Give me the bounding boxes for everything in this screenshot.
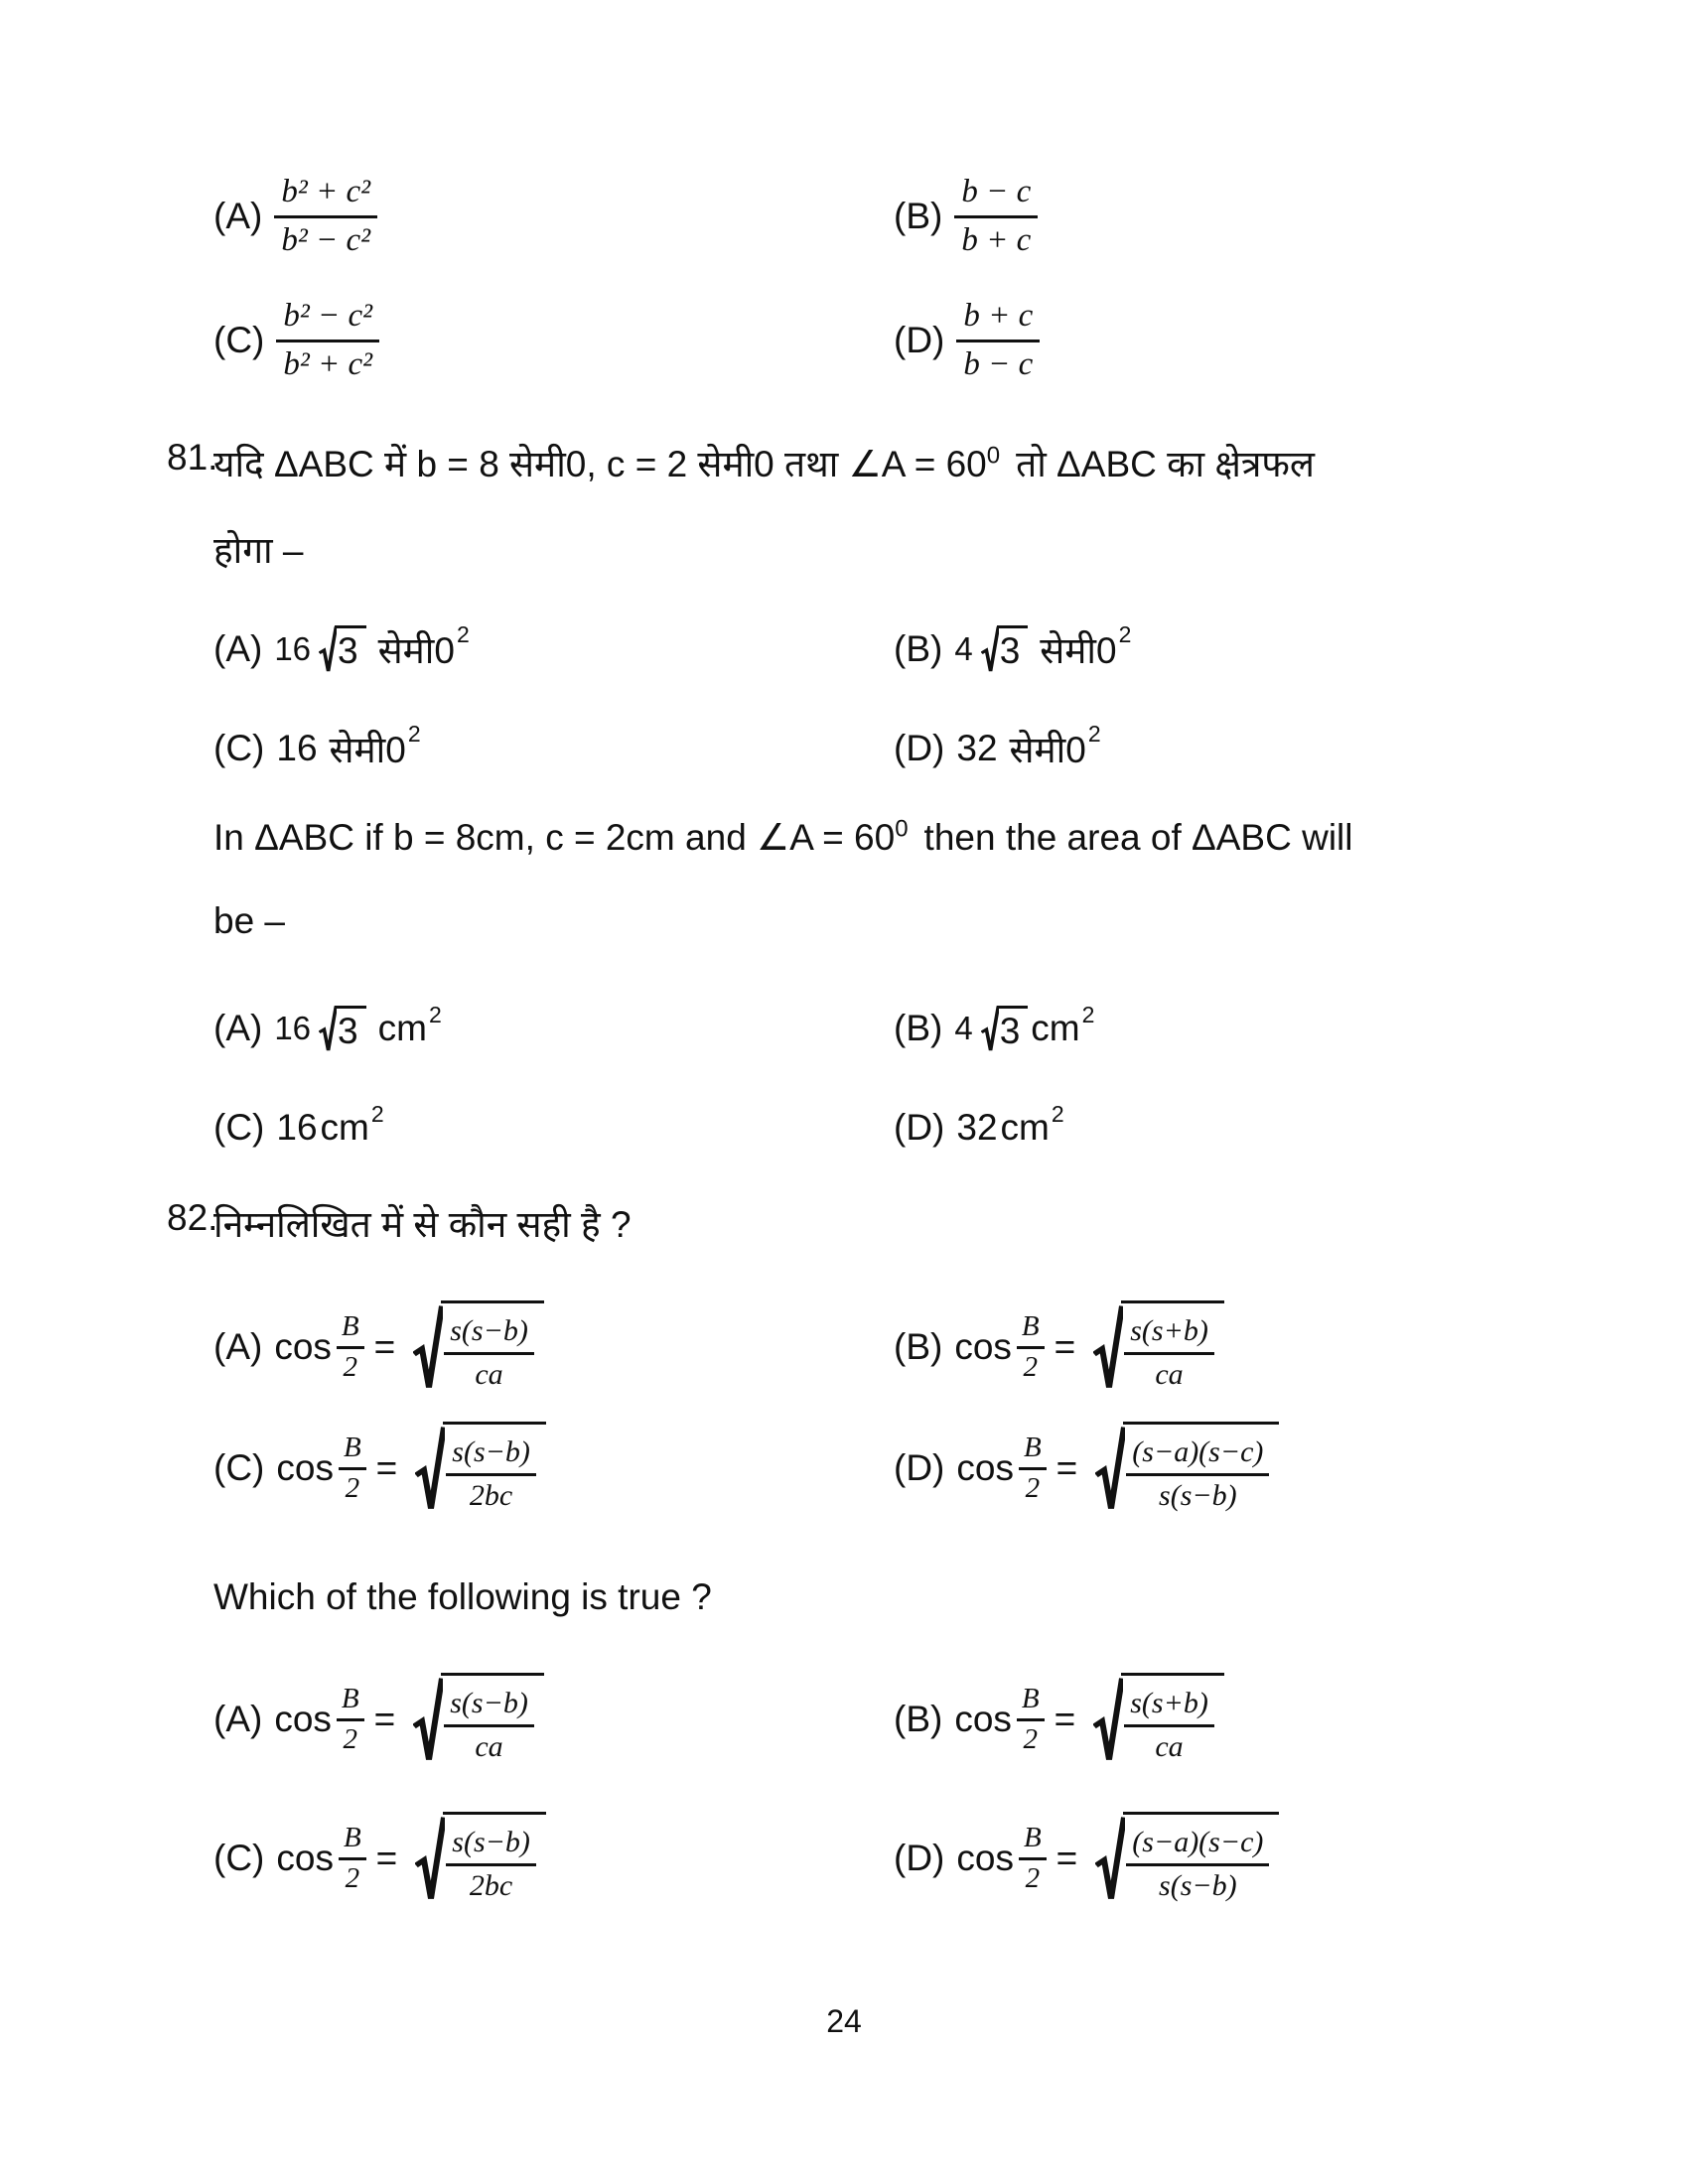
- equals-sign: =: [373, 1326, 396, 1367]
- square-root: [413, 1300, 544, 1394]
- superscript: 2: [428, 1001, 442, 1027]
- option-value: 32: [956, 727, 998, 768]
- radical-sign: [413, 1303, 443, 1391]
- question-text-english: [213, 816, 1352, 859]
- radicand: [1123, 1812, 1279, 1905]
- square-root: [981, 1005, 1029, 1052]
- fraction-denominator: b² + c²: [283, 345, 373, 382]
- option-value: 16: [276, 727, 318, 768]
- radical-sign: [415, 1815, 445, 1902]
- option-label: (B): [894, 196, 943, 237]
- fraction-denominator: 2: [345, 1861, 360, 1894]
- equals-sign: =: [375, 1447, 398, 1488]
- angle-fraction: [339, 1432, 366, 1505]
- fraction: [954, 174, 1038, 260]
- coefficient: 16: [274, 629, 312, 667]
- fraction: [444, 1687, 534, 1764]
- fraction-numerator: s(s−b): [444, 1314, 534, 1355]
- fraction-numerator: B: [1017, 1310, 1045, 1348]
- fraction-denominator: 2: [1023, 1722, 1039, 1755]
- fraction-numerator: b − c: [954, 174, 1038, 218]
- unit-label: cm: [377, 1008, 427, 1048]
- coefficient: 4: [954, 1010, 973, 1046]
- cos-function: cos: [954, 1699, 1012, 1739]
- fraction-denominator: ca: [475, 1357, 503, 1391]
- question-text-part1: In ΔABC if b = 8cm, c = 2cm and ∠A = 60: [213, 817, 896, 858]
- square-root: [1095, 1812, 1279, 1905]
- fraction-numerator: (s−a)(s−c): [1126, 1826, 1269, 1866]
- option-label: (C): [213, 320, 265, 361]
- question-number: 82.: [167, 1197, 218, 1238]
- cos-function: cos: [276, 1838, 334, 1878]
- q81-english-option-c: [213, 1100, 384, 1149]
- radicand: [1121, 1300, 1224, 1394]
- square-root: [415, 1812, 546, 1905]
- q81-hindi-option-a: [213, 623, 470, 674]
- question-text-english: Which of the following is true ?: [213, 1576, 712, 1617]
- square-root: [1095, 1422, 1279, 1515]
- superscript: 0: [986, 442, 1001, 470]
- cos-function: cos: [276, 1447, 334, 1488]
- option-label: (A): [213, 1008, 263, 1048]
- equals-sign: =: [1055, 1447, 1078, 1488]
- radicand: [1123, 1422, 1279, 1515]
- fraction-denominator: s(s−b): [1159, 1478, 1237, 1512]
- fraction-numerator: B: [1017, 1683, 1045, 1720]
- equals-sign: =: [1054, 1326, 1076, 1367]
- square-root: [1093, 1300, 1224, 1394]
- fraction-denominator: ca: [475, 1729, 503, 1763]
- superscript: 0: [895, 815, 909, 843]
- fraction-numerator: b² − c²: [276, 298, 379, 342]
- radical-sign: [1095, 1815, 1125, 1902]
- superscript: 2: [1051, 1100, 1064, 1127]
- fraction-numerator: s(s−b): [446, 1826, 536, 1866]
- square-root: [319, 1005, 366, 1052]
- radicand: 3: [335, 625, 366, 672]
- question-text-part2: तो ΔABC का क्षेत्रफल: [1016, 444, 1315, 484]
- superscript: 2: [1081, 1001, 1095, 1027]
- option-label: (D): [894, 1838, 945, 1878]
- option-label: (D): [894, 1447, 945, 1488]
- fraction-numerator: B: [339, 1432, 366, 1469]
- q82-option-b-english: [894, 1673, 1224, 1766]
- radicand: [443, 1422, 546, 1515]
- fraction: [446, 1435, 536, 1513]
- question-text-hindi: निम्नलिखित में से कौन सही है ?: [213, 1204, 632, 1245]
- radicand: [443, 1812, 546, 1905]
- option-label: (A): [213, 196, 263, 237]
- fraction-denominator: ca: [1155, 1729, 1184, 1763]
- radicand: 3: [335, 1006, 366, 1052]
- radicand: 3: [997, 625, 1029, 672]
- option-label: (B): [894, 1008, 943, 1048]
- angle-fraction: [337, 1683, 364, 1756]
- cos-function: cos: [274, 1326, 332, 1367]
- angle-fraction: [1017, 1310, 1045, 1384]
- option-label: (D): [894, 1107, 945, 1148]
- square-root: [415, 1422, 546, 1515]
- q80-option-b: [894, 174, 1038, 260]
- page-number: 24: [826, 2003, 862, 2039]
- q82-option-d: [894, 1422, 1279, 1515]
- fraction: [1124, 1687, 1214, 1764]
- fraction-denominator: 2: [343, 1350, 358, 1383]
- fraction-numerator: (s−a)(s−c): [1126, 1435, 1269, 1476]
- q82-option-c-english: [213, 1812, 546, 1905]
- fraction-denominator: 2: [1025, 1471, 1041, 1504]
- fraction-numerator: B: [337, 1683, 364, 1720]
- q81-hindi-option-c: [213, 723, 421, 773]
- option-label: (A): [213, 1326, 263, 1367]
- fraction-numerator: s(s−b): [446, 1435, 536, 1476]
- q81-english-option-b: [894, 1001, 1095, 1052]
- fraction: [1126, 1826, 1269, 1903]
- fraction: [444, 1314, 534, 1392]
- cos-function: cos: [956, 1447, 1014, 1488]
- radical-sign: [415, 1425, 445, 1512]
- unit-label: सेमी0: [1040, 630, 1117, 671]
- q81-hindi-option-d: [894, 723, 1101, 773]
- unit-label: सेमी0: [329, 730, 406, 770]
- cos-function: cos: [956, 1838, 1014, 1878]
- q80-option-c: [213, 298, 379, 384]
- q82-option-b: [894, 1300, 1224, 1394]
- q82-option-c: [213, 1422, 546, 1515]
- unit-label: सेमी0: [377, 630, 455, 671]
- fraction-numerator: B: [339, 1822, 366, 1859]
- radicand: [441, 1673, 544, 1766]
- square-root: [981, 625, 1029, 673]
- fraction: [446, 1826, 536, 1903]
- fraction-denominator: 2: [343, 1722, 358, 1755]
- fraction-denominator: 2: [1023, 1350, 1039, 1383]
- q81-hindi-option-b: [894, 623, 1131, 674]
- superscript: 2: [456, 621, 470, 647]
- fraction-denominator: b² − c²: [281, 221, 371, 258]
- coefficient: 16: [274, 1010, 312, 1046]
- square-root: [319, 625, 366, 673]
- option-label: (D): [894, 727, 945, 768]
- option-label: (C): [213, 1838, 265, 1878]
- superscript: 2: [1087, 721, 1101, 747]
- fraction-denominator: b + c: [961, 221, 1032, 258]
- fraction: [274, 174, 377, 260]
- option-label: (A): [213, 1699, 263, 1739]
- angle-fraction: [337, 1310, 364, 1384]
- superscript: 2: [370, 1100, 384, 1127]
- q80-option-d: [894, 298, 1040, 384]
- square-root: [413, 1673, 544, 1766]
- q82-option-a-english: [213, 1673, 544, 1766]
- cos-function: cos: [274, 1699, 332, 1739]
- q81-english-option-d: [894, 1100, 1064, 1149]
- q82-option-a: [213, 1300, 544, 1394]
- fraction-denominator: 2bc: [469, 1478, 513, 1512]
- option-label: (B): [894, 1699, 943, 1739]
- fraction: [276, 298, 379, 384]
- radical-sign: [1093, 1676, 1123, 1763]
- radicand: 3: [997, 1006, 1029, 1052]
- coefficient: 4: [954, 629, 973, 667]
- fraction-denominator: 2: [1025, 1861, 1041, 1894]
- angle-fraction: [1019, 1822, 1047, 1895]
- fraction-numerator: B: [337, 1310, 364, 1348]
- option-label: (C): [213, 1107, 265, 1148]
- fraction: [956, 298, 1040, 384]
- radical-sign: [1093, 1303, 1123, 1391]
- superscript: 2: [407, 721, 421, 747]
- unit-label: cm: [320, 1107, 369, 1148]
- option-value: 16: [276, 1107, 318, 1148]
- radical-sign: [1095, 1425, 1125, 1512]
- unit-label: cm: [1031, 1008, 1080, 1048]
- option-label: (B): [894, 627, 943, 669]
- fraction-denominator: ca: [1155, 1357, 1184, 1391]
- fraction-numerator: s(s−b): [444, 1687, 534, 1727]
- q80-option-a: [213, 174, 377, 260]
- angle-fraction: [1019, 1432, 1047, 1505]
- option-label: (C): [213, 1447, 265, 1488]
- fraction: [1126, 1435, 1269, 1513]
- fraction-numerator: s(s+b): [1124, 1314, 1214, 1355]
- equals-sign: =: [375, 1838, 398, 1878]
- fraction: [1124, 1314, 1214, 1392]
- question-text-english-cont: be –: [213, 900, 286, 941]
- radicand: [1121, 1673, 1224, 1766]
- option-label: (B): [894, 1326, 943, 1367]
- question-text-hindi-cont: होगा –: [213, 530, 304, 571]
- fraction-denominator: 2bc: [469, 1868, 513, 1902]
- fraction-numerator: b² + c²: [274, 174, 377, 218]
- fraction-denominator: b − c: [963, 345, 1034, 382]
- question-number: 81.: [167, 437, 218, 478]
- angle-fraction: [1017, 1683, 1045, 1756]
- fraction-numerator: s(s+b): [1124, 1687, 1214, 1727]
- fraction-numerator: B: [1019, 1822, 1047, 1859]
- fraction-denominator: 2: [345, 1471, 360, 1504]
- unit-label: cm: [1000, 1107, 1050, 1148]
- equals-sign: =: [373, 1699, 396, 1739]
- question-text-part2: then the area of ΔABC will: [923, 817, 1353, 858]
- fraction-numerator: B: [1019, 1432, 1047, 1469]
- equals-sign: =: [1054, 1699, 1076, 1739]
- fraction-numerator: b + c: [956, 298, 1040, 342]
- q82-option-d-english: [894, 1812, 1279, 1905]
- unit-label: सेमी0: [1009, 730, 1086, 770]
- q81-english-option-a: [213, 1001, 442, 1052]
- option-value: 32: [956, 1107, 998, 1148]
- option-label: (D): [894, 320, 945, 361]
- option-label: (A): [213, 627, 263, 669]
- fraction-denominator: s(s−b): [1159, 1868, 1237, 1902]
- square-root: [1093, 1673, 1224, 1766]
- equals-sign: =: [1055, 1838, 1078, 1878]
- question-text-hindi: [213, 437, 1315, 487]
- radicand: [441, 1300, 544, 1394]
- superscript: 2: [1118, 621, 1132, 647]
- option-label: (C): [213, 727, 265, 768]
- radical-sign: [413, 1676, 443, 1763]
- question-text-part1: यदि ΔABC में b = 8 सेमी0, c = 2 सेमी0 तथा ∠A = 60: [213, 444, 987, 484]
- cos-function: cos: [954, 1326, 1012, 1367]
- angle-fraction: [339, 1822, 366, 1895]
